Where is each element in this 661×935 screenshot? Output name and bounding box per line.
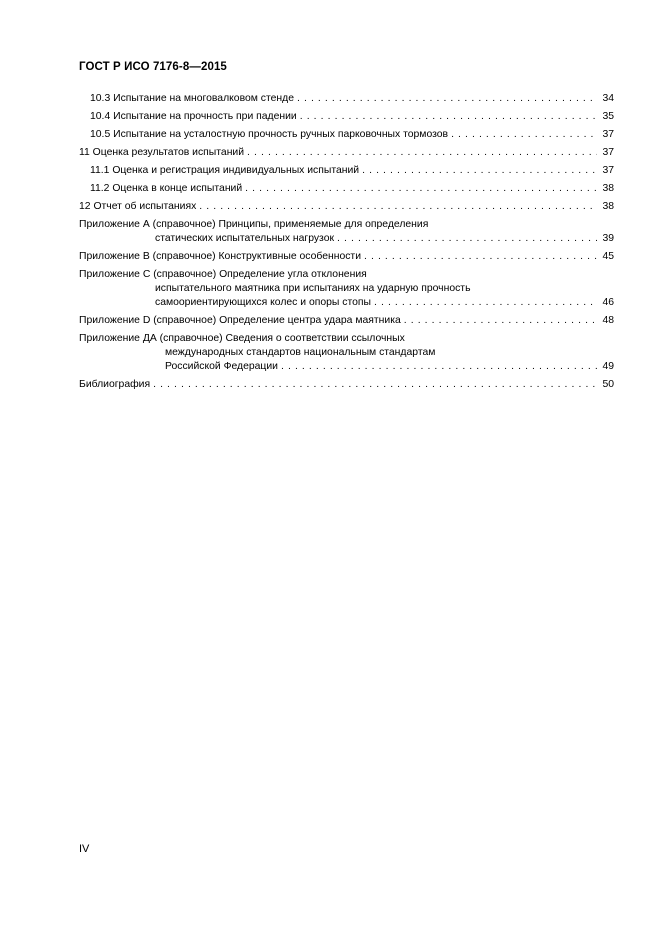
dot-leader [404, 314, 597, 328]
dot-leader [374, 296, 597, 310]
standard-designation: ГОСТ Р ИСО 7176-8—2015 [79, 61, 227, 73]
toc-page-number: 34 [602, 93, 614, 104]
toc-page-number: 35 [602, 111, 614, 122]
dot-leader [451, 128, 597, 142]
toc-entry-12[interactable] [79, 200, 614, 214]
dot-leader [153, 378, 597, 392]
toc-entry-11-1[interactable] [79, 164, 614, 178]
dot-leader [337, 232, 597, 246]
toc-entry-title: 10.3 Испытание на многовалковом стенде [90, 93, 294, 104]
toc-page-number: 48 [602, 315, 614, 326]
toc-entry-title-line: самоориентирующихся колес и опоры стопы [155, 297, 371, 308]
toc-entry-title-line: статических испытательных нагрузок [155, 233, 335, 244]
dot-leader [364, 250, 597, 264]
toc-entry-title-line: Приложение С (справочное) Определение угла отклонения [79, 269, 367, 280]
toc-entry-bibliography[interactable] [79, 378, 614, 392]
dot-leader [199, 200, 597, 214]
toc-entry-title-line: испытательного маятника при испытаниях на ударную прочность [155, 283, 471, 294]
toc-page-number: 37 [602, 147, 614, 158]
toc-page-number: 38 [602, 183, 614, 194]
toc-page-number: 45 [602, 251, 614, 262]
toc-entry-title: Приложение D (справочное) Определение центра удара маятника [79, 315, 401, 326]
toc-page-number: 37 [602, 165, 614, 176]
toc-entry-10-3[interactable] [79, 92, 614, 106]
dot-leader [281, 360, 597, 374]
toc-entry-title-line: Приложение ДА (справочное) Сведения о соответствии ссылочных [79, 333, 405, 344]
toc-page-number: 50 [602, 379, 614, 390]
toc-page-number: 46 [602, 297, 614, 308]
dot-leader [245, 182, 597, 196]
toc-entry-10-5[interactable] [79, 128, 614, 142]
toc-page-number: 39 [602, 233, 614, 244]
toc-entry-title-line: Российской Федерации [165, 361, 278, 372]
toc-entry-title: 12 Отчет об испытаниях [79, 201, 197, 212]
dot-leader [247, 146, 597, 160]
toc-page-number: 49 [602, 361, 614, 372]
toc-entry-annex-c[interactable] [79, 268, 614, 310]
toc-entry-annex-d[interactable] [79, 314, 614, 328]
toc-entry-title-line: международных стандартов национальным стандартам [165, 347, 436, 358]
toc-entry-title: Приложение В (справочное) Конструктивные особенности [79, 251, 361, 262]
toc-page-number: 38 [602, 201, 614, 212]
toc-entry-title: 11 Оценка результатов испытаний [79, 147, 245, 158]
toc-entry-title: 11.2 Оценка в конце испытаний [90, 183, 243, 194]
dot-leader [300, 110, 597, 124]
toc-entry-11-2[interactable] [79, 182, 614, 196]
toc-entry-title: 10.5 Испытание на усталостную прочность ручных парковочных тормозов [90, 129, 449, 140]
toc-entry-title: Библиография [79, 379, 151, 390]
dot-leader [362, 164, 597, 178]
page-number: IV [79, 843, 90, 855]
toc-page-number: 37 [602, 129, 614, 140]
toc-entry-annex-da[interactable] [79, 332, 614, 374]
toc-entry-annex-a[interactable] [79, 218, 614, 246]
toc-entry-10-4[interactable] [79, 110, 614, 124]
dot-leader [297, 92, 597, 106]
toc-entry-annex-b[interactable] [79, 250, 614, 264]
toc-entry-title: 11.1 Оценка и регистрация индивидуальных испытаний [90, 165, 360, 176]
toc-entry-title: 10.4 Испытание на прочность при падении [90, 111, 297, 122]
toc-entry-title-line: Приложение А (справочное) Принципы, применяемые для определения [79, 219, 429, 230]
table-of-contents [79, 92, 614, 396]
toc-entry-11[interactable] [79, 146, 614, 160]
